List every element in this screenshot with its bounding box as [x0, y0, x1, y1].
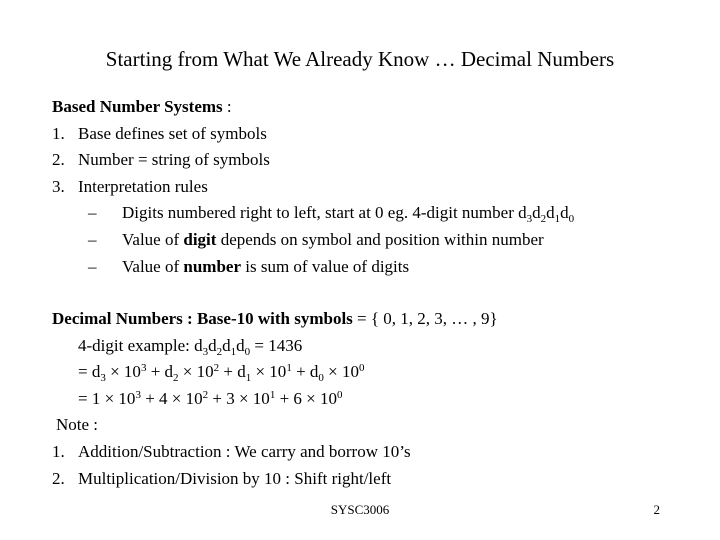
decimal-symbol-set: = { 0, 1, 2, 3, … , 9}	[352, 309, 498, 328]
bold-term: number	[183, 256, 241, 276]
superscript: 2	[202, 388, 209, 401]
digit-symbol: d	[560, 203, 569, 223]
dash-bullet: –	[88, 256, 97, 276]
decimal-heading-line	[52, 306, 498, 333]
sub-item-text: Value of	[122, 229, 184, 249]
expansion-term: × 10	[178, 362, 214, 382]
based-heading: Based Number Systems	[52, 97, 223, 116]
sub-item-value-of-number	[52, 254, 574, 281]
subscript: 3	[202, 345, 209, 358]
subscript: 0	[318, 372, 324, 385]
expansion-term: + 4 × 10	[140, 388, 203, 408]
note-label: Note :	[56, 415, 99, 435]
list-number: 1.	[52, 441, 65, 461]
subscript: 2	[540, 213, 547, 226]
subscript: 1	[554, 213, 561, 226]
slide-title: Starting from What We Already Know … Decimal Numbers	[105, 47, 615, 71]
list-text: Interpretation rules	[78, 176, 208, 196]
subscript: 0	[244, 345, 251, 358]
list-text: Addition/Subtraction : We carry and borrow 10’s	[78, 441, 411, 461]
expansion-term: + d	[219, 362, 246, 382]
digit-symbol: d	[208, 335, 217, 355]
list-item	[52, 147, 574, 174]
subscript: 1	[230, 345, 237, 358]
list-number: 2.	[52, 468, 65, 488]
decimal-heading: Decimal Numbers : Base-10 with symbols	[52, 309, 353, 328]
superscript: 0	[359, 362, 365, 375]
superscript: 3	[140, 362, 147, 375]
dash-bullet: –	[88, 229, 97, 249]
subscript: 1	[245, 372, 252, 385]
digit-symbol: d	[532, 203, 541, 223]
list-item	[52, 466, 498, 493]
subscript: 2	[173, 372, 179, 385]
expansion-term: = d	[78, 362, 101, 382]
digit-symbol: d	[222, 335, 231, 355]
superscript: 1	[269, 388, 276, 401]
based-heading-line	[52, 94, 574, 121]
list-number: 1.	[52, 123, 65, 143]
sub-item-digits-numbered	[52, 200, 574, 227]
decimal-numbers-section	[52, 306, 498, 492]
sub-item-value-of-digit	[52, 227, 574, 254]
superscript: 2	[213, 362, 220, 375]
expansion-term: × 10	[323, 362, 359, 382]
footer-course-code: SYSC3006	[330, 502, 390, 517]
expansion-term: + d	[146, 362, 174, 382]
list-item	[52, 121, 574, 148]
expansion-term: × 10	[105, 362, 141, 382]
expansion-term: + d	[291, 362, 319, 382]
superscript: 0	[337, 388, 343, 401]
subscript: 3	[526, 213, 533, 226]
sub-item-text: is sum of value of digits	[241, 256, 410, 276]
list-text: Multiplication/Division by 10 : Shift right/left	[78, 468, 392, 488]
digit-symbol: d	[546, 203, 555, 223]
list-number: 3.	[52, 176, 65, 196]
sub-item-text: Value of	[122, 256, 184, 276]
expansion-term: = 1 × 10	[78, 388, 136, 408]
bold-term: digit	[183, 229, 217, 249]
list-item	[52, 174, 574, 201]
digit-symbol: d	[236, 335, 245, 355]
list-item	[52, 439, 498, 466]
sub-item-text: Digits numbered right to left, start at 0 eg. 4-digit number d	[122, 203, 527, 223]
page-number: 2	[653, 502, 660, 517]
list-text: Number = string of symbols	[78, 150, 270, 170]
superscript: 3	[135, 388, 141, 401]
subscript: 0	[568, 213, 575, 226]
subscript: 3	[100, 372, 106, 385]
expansion-numeric-line	[52, 386, 498, 413]
dash-bullet: –	[88, 203, 97, 223]
expansion-term: × 10	[251, 362, 287, 382]
expansion-term: + 3 × 10	[208, 388, 270, 408]
subscript: 2	[216, 345, 223, 358]
based-number-systems-section	[52, 94, 574, 280]
sub-item-text: depends on symbol and position within number	[216, 229, 544, 249]
expansion-symbolic-line	[52, 359, 498, 386]
list-number: 2.	[52, 150, 65, 170]
list-text: Base defines set of symbols	[78, 123, 267, 143]
superscript: 1	[286, 362, 292, 375]
based-heading-colon: :	[222, 97, 232, 116]
example-value: = 1436	[250, 335, 303, 355]
expansion-term: + 6 × 10	[275, 388, 337, 408]
example-text: 4-digit example: d	[78, 335, 203, 355]
example-line	[52, 333, 498, 360]
